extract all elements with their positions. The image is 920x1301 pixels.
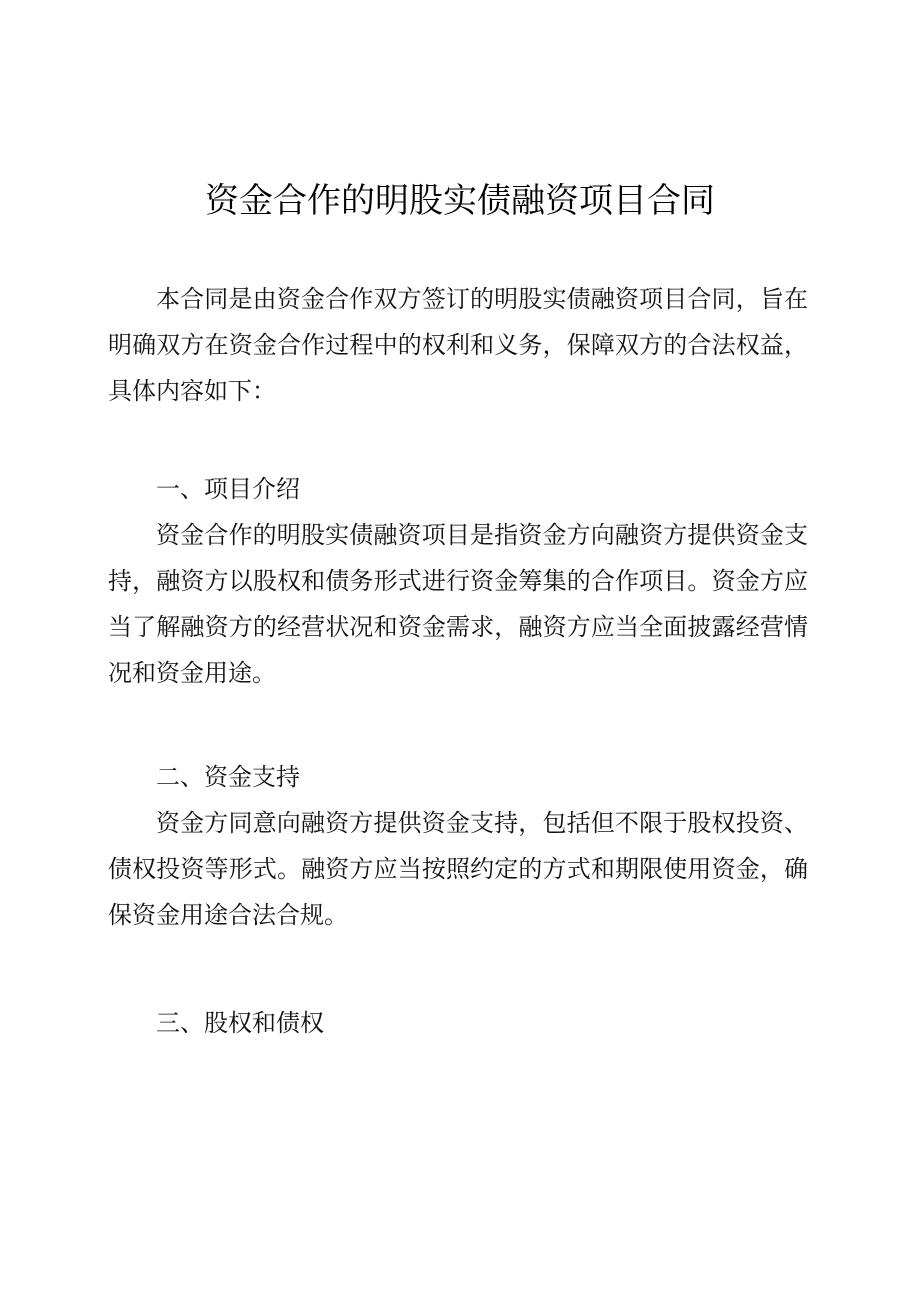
section-heading-equity-and-debt: 三、股权和债权 [156,1009,324,1037]
section-body-funding-support: 资金方同意向融资方提供资金支持，包括但不限于股权投资、债权投资等形式。融资方应当按照约定的方式和期限使用资金，确保资金用途合法合规。 [108,809,808,929]
intro-paragraph: 本合同是由资金合作双方签订的明股实债融资项目合同，旨在明确双方在资金合作过程中的权利和义务，保障双方的合法权益，具体内容如下： [108,285,808,405]
section-heading-project-intro: 一、项目介绍 [156,475,300,503]
section-heading-funding-support: 二、资金支持 [156,763,300,791]
document-title: 资金合作的明股实债融资项目合同 [205,181,715,221]
section-body-project-intro: 资金合作的明股实债融资项目是指资金方向融资方提供资金支持，融资方以股权和债务形式进行资金筹集的合作项目。资金方应当了解融资方的经营状况和资金需求，融资方应当全面披露经营情况和资金用途。 [108,521,808,687]
